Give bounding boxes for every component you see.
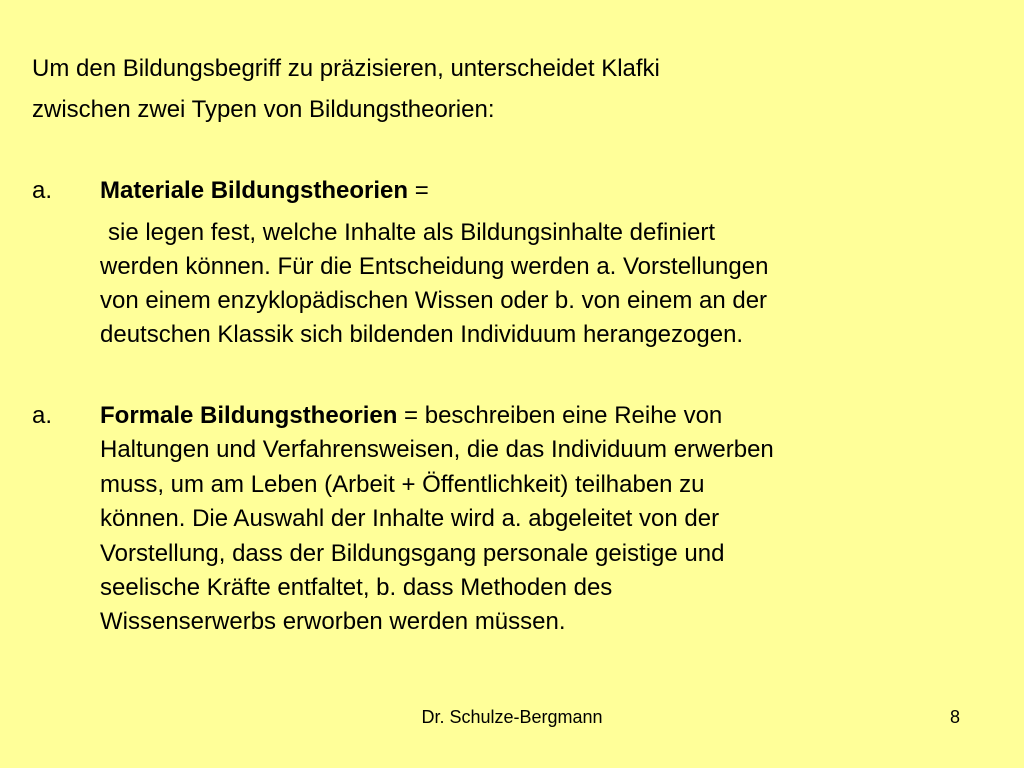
- section-body-line: von einem enzyklopädischen Wissen oder b. von einem an der: [100, 287, 768, 314]
- section-body-line: Wissenserwerbs erworben werden müssen.: [100, 608, 566, 635]
- section-body-line: seelische Kräfte entfaltet, b. dass Methoden des: [100, 574, 613, 601]
- section-marker: a.: [32, 177, 53, 204]
- section-heading-line: [100, 399, 722, 433]
- section-body-line: Haltungen und Verfahrensweisen, die das Individuum erwerben: [100, 436, 774, 463]
- section-body-line: sie legen fest, welche Inhalte als Bildungsinhalte definiert: [108, 219, 716, 246]
- section-heading-suffix: = beschreiben eine Reihe von: [397, 402, 723, 429]
- section-heading-line: [100, 174, 429, 208]
- section-heading: Materiale Bildungstheorien: [100, 177, 409, 204]
- section-heading-suffix: =: [408, 177, 429, 204]
- section-body-line: können. Die Auswahl der Inhalte wird a. abgeleitet von der: [100, 505, 720, 532]
- section-body-line: deutschen Klassik sich bildenden Individuum herangezogen.: [100, 321, 744, 348]
- footer-author: Dr. Schulze-Bergmann: [421, 707, 603, 727]
- intro-line: zwischen zwei Typen von Bildungstheorien:: [32, 96, 495, 123]
- section-heading: Formale Bildungstheorien: [100, 402, 398, 429]
- section-body-line: muss, um am Leben (Arbeit + Öffentlichkeit) teilhaben zu: [100, 471, 705, 498]
- intro-line: Um den Bildungsbegriff zu präzisieren, unterscheidet Klafki: [32, 55, 660, 82]
- section-marker: a.: [32, 402, 53, 429]
- section-body-line: werden können. Für die Entscheidung werden a. Vorstellungen: [100, 253, 769, 280]
- page-number: 8: [950, 707, 961, 727]
- section-body-line: Vorstellung, dass der Bildungsgang personale geistige und: [100, 540, 725, 567]
